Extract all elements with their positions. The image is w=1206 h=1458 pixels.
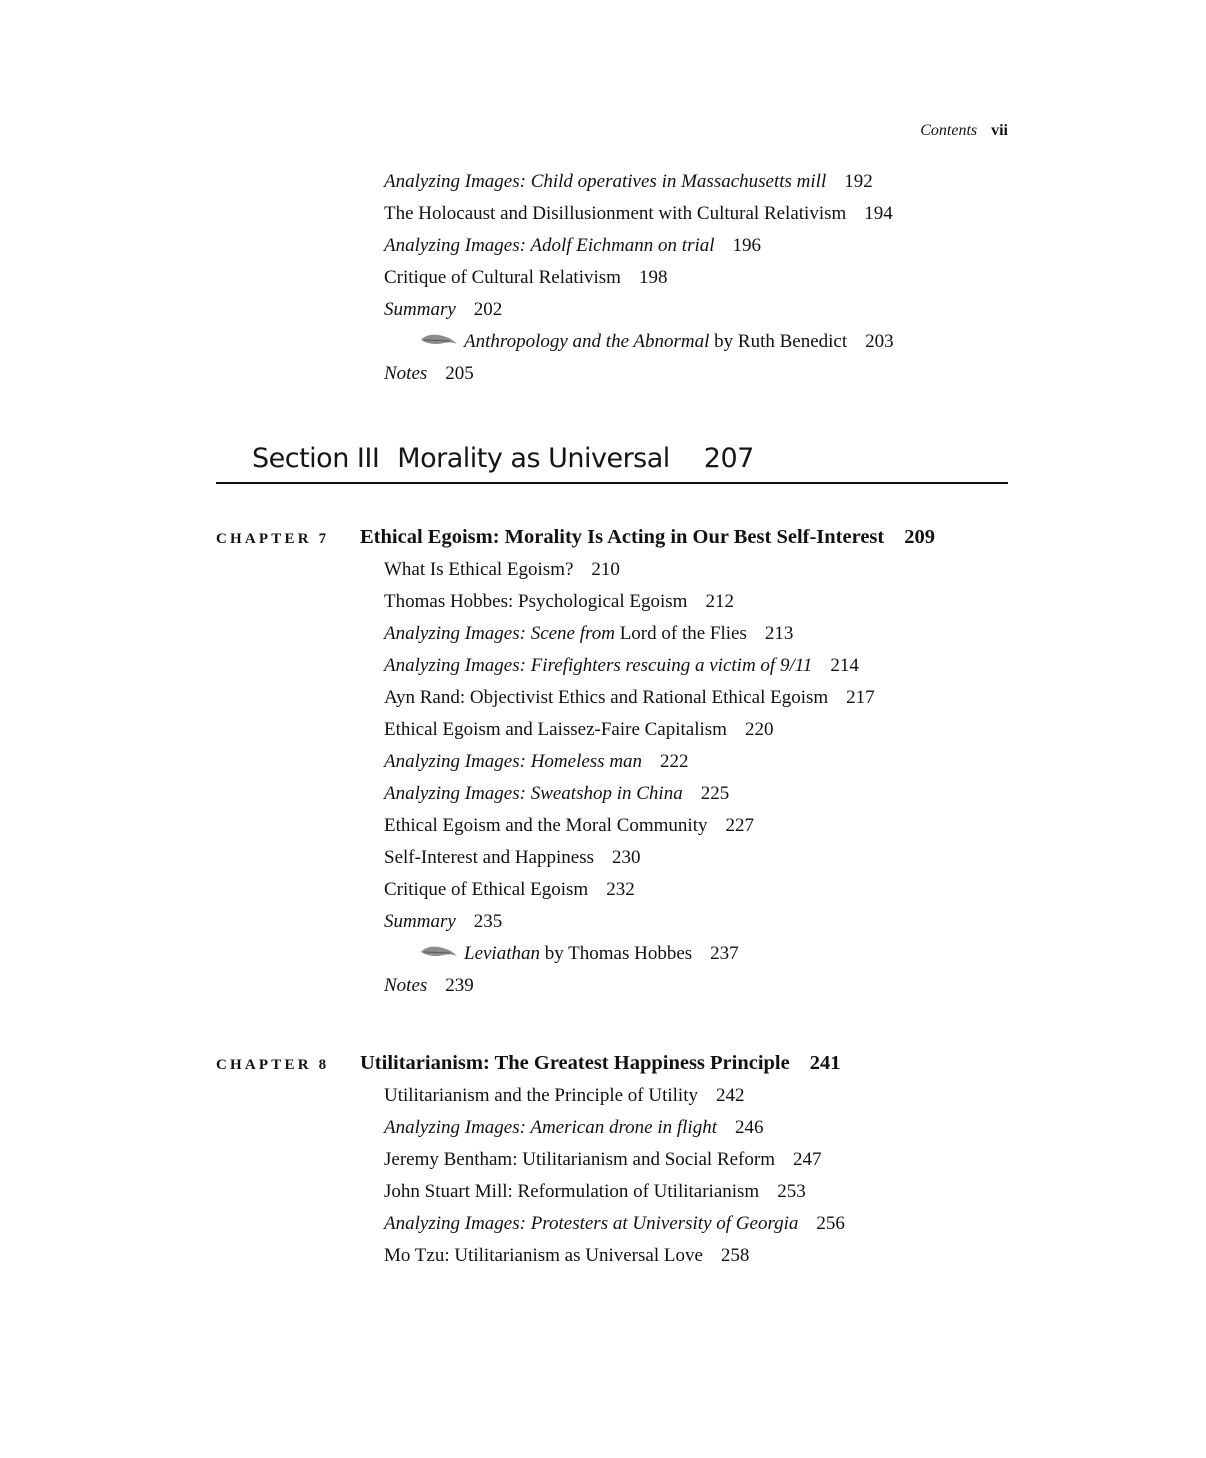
entry-title: Critique of Ethical Egoism xyxy=(384,879,589,900)
toc-entry xyxy=(384,974,474,998)
toc-entry xyxy=(384,846,641,870)
entry-title: What Is Ethical Egoism? xyxy=(384,559,574,580)
toc-entry xyxy=(384,718,773,742)
entry-page: 203 xyxy=(865,331,894,352)
section-title: Morality as Universal xyxy=(397,443,670,474)
feather-icon xyxy=(420,941,458,965)
running-head-page: vii xyxy=(991,122,1008,139)
running-head-label: Contents xyxy=(920,122,978,139)
entry-title: John Stuart Mill: Reformulation of Utilitarianism xyxy=(384,1181,760,1202)
entry-title: Critique of Cultural Relativism xyxy=(384,267,621,288)
entry-title: Summary xyxy=(384,911,456,932)
chapter-title-text: Utilitarianism: The Greatest Happiness Principle xyxy=(360,1052,790,1074)
entry-title: Self-Interest and Happiness xyxy=(384,847,594,868)
toc-entry xyxy=(384,878,635,902)
chapter-label: CHAPTER 7 xyxy=(216,531,330,547)
entry-page: 192 xyxy=(844,171,873,192)
entry-title: Leviathan xyxy=(464,943,540,964)
entry-page: 230 xyxy=(612,847,641,868)
entry-author: by Ruth Benedict xyxy=(714,331,848,352)
entry-title: Utilitarianism and the Principle of Utility xyxy=(384,1085,698,1106)
toc-reading-entry xyxy=(420,942,739,966)
toc-entry xyxy=(384,814,754,838)
entry-page: 232 xyxy=(606,879,635,900)
entry-page: 242 xyxy=(715,1085,745,1106)
entry-prefix: Analyzing Images: Scene from xyxy=(384,623,615,644)
entry-title: Anthropology and the Abnormal xyxy=(464,331,710,352)
entry-title: Jeremy Bentham: Utilitarianism and Social Reform xyxy=(384,1149,775,1170)
chapter-page: 241 xyxy=(809,1052,841,1074)
section-heading xyxy=(252,443,754,474)
entry-title: Analyzing Images: Homeless man xyxy=(384,751,643,772)
entry-page: 202 xyxy=(473,299,503,320)
chapter-title xyxy=(360,1052,840,1075)
entry-title: Notes xyxy=(384,975,428,996)
toc-entry xyxy=(384,362,474,386)
entry-title: Analyzing Images: Protesters at University of Georgia xyxy=(384,1213,799,1234)
entry-title: Analyzing Images: Child operatives in Massachusetts mill xyxy=(384,171,827,192)
entry-page: 247 xyxy=(793,1149,822,1170)
entry-page: 210 xyxy=(591,559,620,580)
entry-title: Mo Tzu: Utilitarianism as Universal Love xyxy=(384,1245,703,1266)
running-head xyxy=(920,122,1008,140)
entry-page: 253 xyxy=(777,1181,806,1202)
chapter-title xyxy=(360,526,935,549)
chapter-label: CHAPTER 8 xyxy=(216,1057,330,1073)
toc-entry xyxy=(384,750,689,774)
entry-page: 256 xyxy=(816,1213,845,1234)
entry-page: 194 xyxy=(864,203,893,224)
entry-title: Analyzing Images: American drone in flight xyxy=(384,1117,717,1138)
entry-page: 213 xyxy=(764,623,794,644)
entry-page: 212 xyxy=(705,591,734,612)
entry-title: Ethical Egoism and Laissez-Faire Capitalism xyxy=(384,719,727,740)
toc-entry xyxy=(384,266,667,290)
entry-title: Lord of the Flies xyxy=(619,623,747,644)
section-divider xyxy=(216,482,1008,484)
entry-page: 220 xyxy=(744,719,774,740)
toc-entry xyxy=(384,1084,744,1108)
toc-entry xyxy=(384,654,859,678)
toc-entry xyxy=(384,590,734,614)
feather-icon xyxy=(420,329,458,353)
toc-entry xyxy=(384,202,893,226)
chapter-page: 209 xyxy=(904,526,935,548)
toc-entry xyxy=(384,1212,845,1236)
entry-page: 198 xyxy=(638,267,668,288)
entry-page: 196 xyxy=(732,235,762,256)
toc-entry xyxy=(384,910,502,934)
toc-entry xyxy=(384,622,793,646)
entry-title: Ethical Egoism and the Moral Community xyxy=(384,815,708,836)
entry-page: 217 xyxy=(846,687,875,708)
entry-page: 237 xyxy=(710,943,739,964)
toc-entry xyxy=(384,686,875,710)
entry-title: Notes xyxy=(384,363,428,384)
entry-title: Ayn Rand: Objectivist Ethics and Rational Ethical Egoism xyxy=(384,687,829,708)
section-label: Section III xyxy=(252,443,380,474)
entry-page: 227 xyxy=(725,815,754,836)
toc-entry xyxy=(384,1148,822,1172)
entry-page: 239 xyxy=(445,975,474,996)
entry-title: Summary xyxy=(384,299,456,320)
entry-page: 225 xyxy=(700,783,730,804)
toc-entry xyxy=(384,298,502,322)
toc-entry xyxy=(384,1180,806,1204)
entry-title: The Holocaust and Disillusionment with Cultural Relativism xyxy=(384,203,847,224)
toc-entry xyxy=(384,558,620,582)
entry-page: 214 xyxy=(830,655,859,676)
entry-title: Thomas Hobbes: Psychological Egoism xyxy=(384,591,688,612)
entry-title: Analyzing Images: Sweatshop in China xyxy=(384,783,683,804)
toc-entry xyxy=(384,782,729,806)
toc-entry xyxy=(384,1244,749,1268)
toc-entry xyxy=(384,234,761,258)
entry-page: 222 xyxy=(660,751,689,772)
entry-author: by Thomas Hobbes xyxy=(544,943,693,964)
chapter-title-text: Ethical Egoism: Morality Is Acting in Our Best Self-Interest xyxy=(360,526,885,548)
toc-entry xyxy=(384,170,873,194)
entry-page: 246 xyxy=(734,1117,764,1138)
entry-page: 235 xyxy=(473,911,503,932)
section-page: 207 xyxy=(703,443,754,474)
entry-title: Analyzing Images: Firefighters rescuing a victim of 9/11 xyxy=(384,655,813,676)
entry-page: 205 xyxy=(445,363,474,384)
toc-reading-entry xyxy=(420,330,894,354)
toc-entry xyxy=(384,1116,763,1140)
entry-title: Analyzing Images: Adolf Eichmann on trial xyxy=(384,235,715,256)
entry-page: 258 xyxy=(720,1245,750,1266)
